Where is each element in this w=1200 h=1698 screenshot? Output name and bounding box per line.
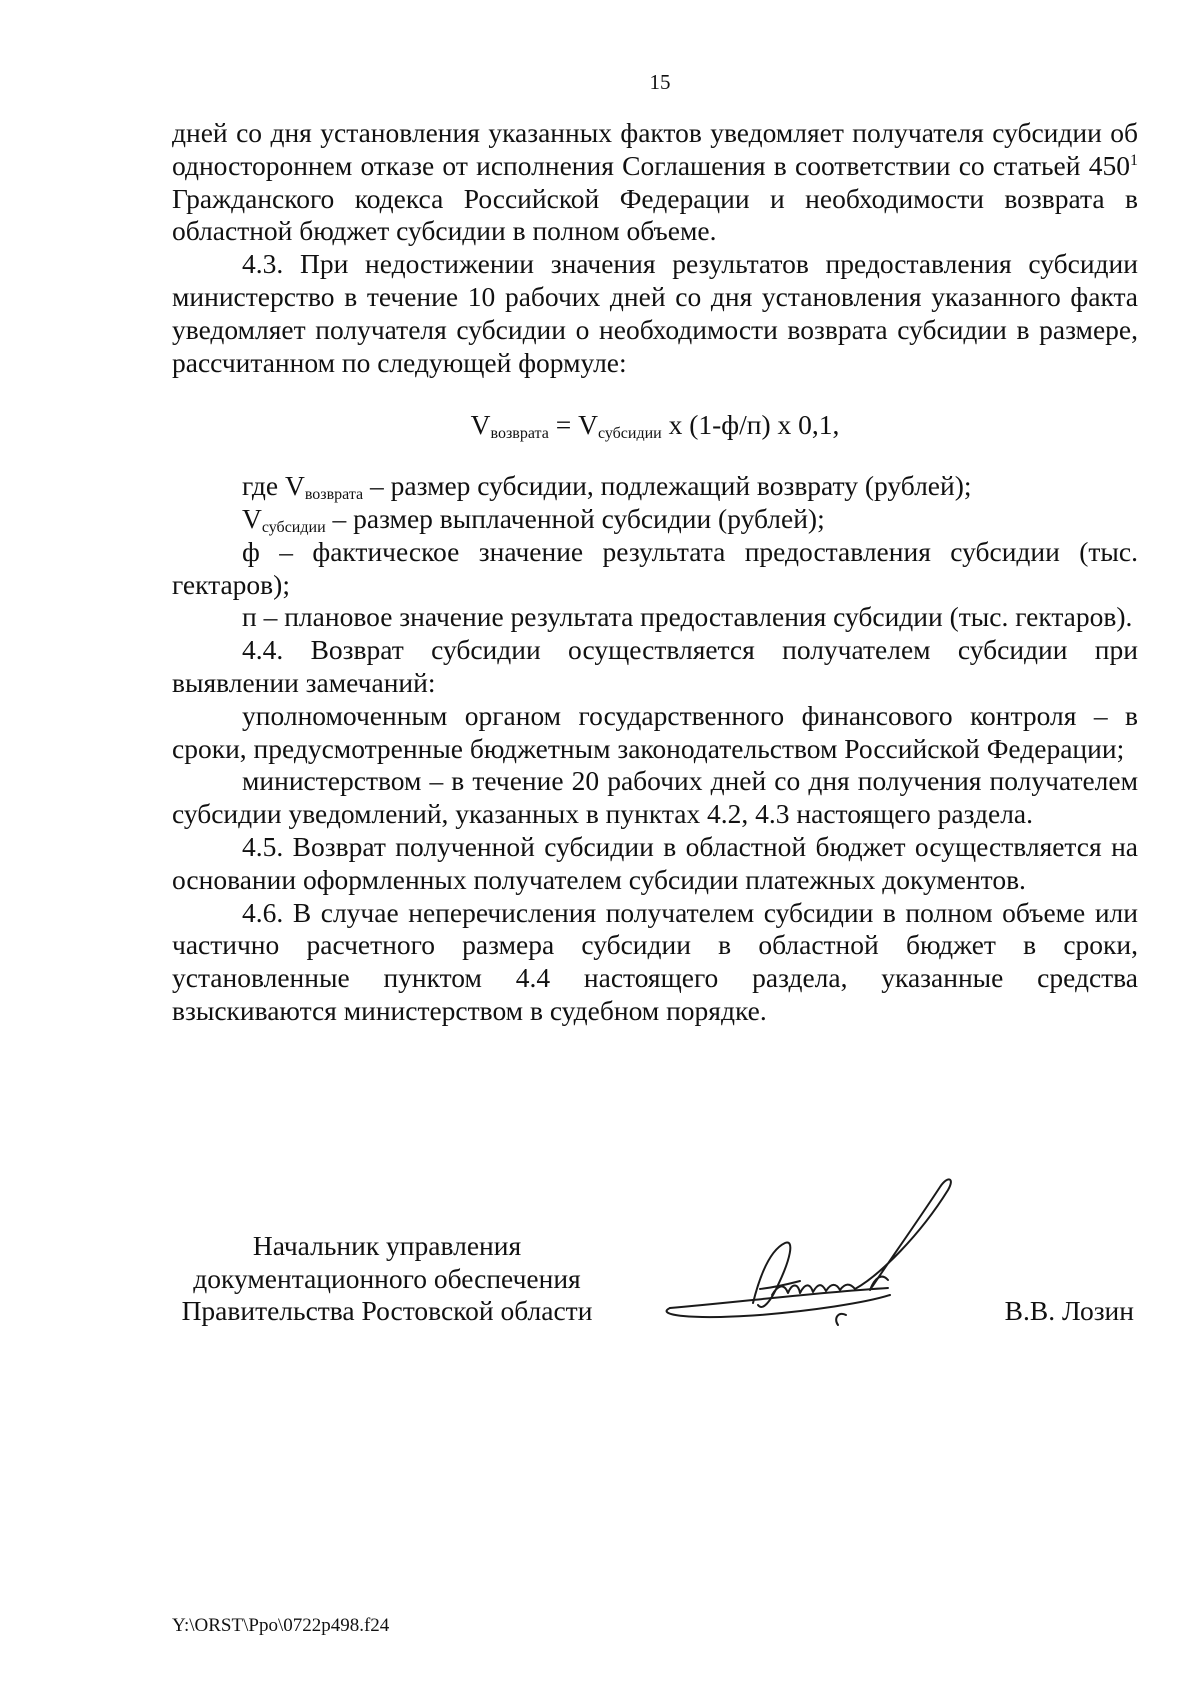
page-number: 15 <box>649 70 671 94</box>
formula: $V_{возврата} = V_{субсидии}$ х (1-ф/п) х 0,1, <box>470 409 840 443</box>
definition-v-subsidy: $V_{субсидии}$ – размер выплаченной субсидии (рублей); <box>242 502 825 536</box>
paragraph-4-5: 4.5. Возврат полученной субсидии в областной бюджет осуществляется на основании оформленных получателем субсидии платежных документов. <box>172 830 1138 895</box>
document-body <box>172 117 1138 1028</box>
signatory-title: Начальник управления документационного обеспечения Правительства Ростовской области <box>181 1230 593 1326</box>
paragraph-notification-refusal: дней со дня установления указанных фактов уведомляет получателя субсидии об одностороннем отказе от исполнения Соглашения в соответствии со статьей $450^1$ Гражданского кодекса Российской Федерации и необходимости возврата в областной бюджет субсидии в полном объеме. <box>172 117 1138 247</box>
definition-v-return: где $V_{возврата}$ – размер субсидии, подлежащий возврату (рублей); <box>242 470 972 504</box>
paragraph-4-4: 4.4. Возврат субсидии осуществляется получателем субсидии при выявлении замечаний: <box>172 634 1138 698</box>
definition-f: ф – фактическое значение результата предоставления субсидии (тыс. гектаров); <box>172 535 1138 600</box>
paragraph-control-body: уполномоченным органом государственного финансового контроля – в сроки, предусмотренные бюджетным законодательством Российской Федерации; <box>172 699 1138 764</box>
signature-block <box>172 1230 1138 1360</box>
handwritten-signature <box>650 1165 970 1335</box>
paragraph-4-6: 4.6. В случае неперечисления получателем субсидии в полном объеме или частично расчетного размера субсидии в областной бюджет в сроки, установленные пунктом 4.4 настоящего раздела, указанные средства взыскиваются министерством в судебном порядке. <box>172 896 1138 1026</box>
signatory-name: В.В. Лозин <box>1004 1295 1134 1326</box>
superscript: 1 <box>1130 151 1138 169</box>
definition-p: п – плановое значение результата предоставления субсидии (тыс. гектаров). <box>242 601 1133 633</box>
file-path-footer: Y:\ORST\Ppo\0722p498.f24 <box>172 1615 390 1636</box>
paragraph-4-3: 4.3. При недостижении значения результатов предоставления субсидии министерство в течение 10 рабочих дней со дня установления указанного факта уведомляет получателя субсидии о необходимости возврата субсидии в размере, рассчитанном по следующей формуле: <box>172 248 1138 378</box>
paragraph-ministry: министерством – в течение 20 рабочих дней со дня получения получателем субсидии уведомлений, указанных в пунктах 4.2, 4.3 настоящего раздела. <box>172 765 1138 830</box>
